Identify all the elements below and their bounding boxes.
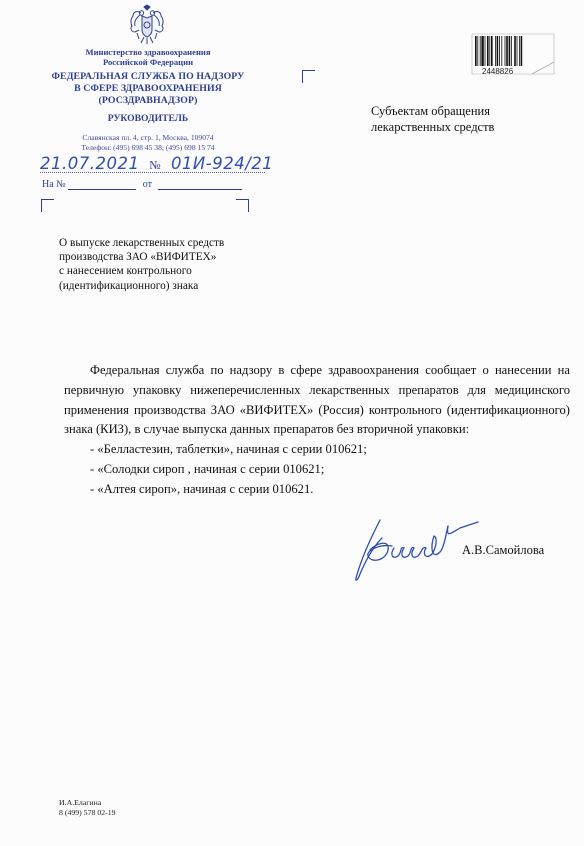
service-line: В СФЕРЕ ЗДРАВООХРАНЕНИЯ [74, 83, 222, 94]
handwritten-number: 01И-924/21 [170, 154, 274, 173]
subject-block [59, 236, 224, 293]
recipient-block [371, 103, 494, 135]
handwritten-signature [350, 508, 480, 586]
ministry-line: Российской Федерации [102, 57, 194, 67]
service-line: ФЕДЕРАЛЬНАЯ СЛУЖБА ПО НАДЗОРУ [51, 71, 245, 82]
executor-footer [59, 798, 116, 818]
ministry-name [20, 47, 276, 67]
barcode-number: 2448826 [482, 67, 514, 76]
service-name [20, 71, 276, 107]
role-title: РУКОВОДИТЕЛЬ [107, 113, 189, 124]
reference-number-label: На № [42, 179, 66, 190]
handwritten-date-number [40, 154, 280, 173]
list-item: - «Алтея сироп», начиная с серии 010621. [90, 481, 314, 496]
phone-line: Телефон: (495) 698 45 38; (495) 698 15 74 [81, 143, 215, 152]
list-item: - «Солодки сироп , начиная с серии 010621; [90, 461, 325, 476]
ministry-line: Министерство здравоохранения [85, 47, 211, 57]
reference-number-blank [68, 189, 136, 190]
corner-mark [236, 199, 249, 212]
subject-line: О выпуске лекарственных средств [59, 237, 225, 249]
signer-name: А.В.Самойлова [462, 543, 545, 557]
executor-name: И.А.Елагина [59, 798, 102, 807]
subject-line: производства ЗАО «ВИФИТЕХ» [59, 251, 217, 264]
corner-mark [41, 199, 54, 212]
reference-date-blank [158, 189, 242, 190]
date-number-line [40, 172, 265, 173]
list-item: - «Белластезин, таблетки», начиная с серии 010621; [90, 442, 367, 457]
service-line: (РОСЗДРАВНАДЗОР) [98, 95, 198, 106]
reference-date-label: от [142, 179, 152, 190]
letter-body [64, 361, 570, 500]
address-block [20, 133, 276, 153]
recipient-line: Субъектам обращения [371, 104, 490, 118]
subject-line: (идентификационного) знака [59, 279, 199, 292]
corner-mark [302, 70, 315, 83]
address-line: Славянская пл. 4, стр. 1, Москва, 109074 [82, 133, 214, 142]
barcode-icon [474, 36, 540, 66]
number-mark: № [149, 158, 162, 172]
reference-line [42, 179, 242, 190]
drug-list [64, 440, 570, 499]
executor-phone: 8 (499) 578 02-19 [59, 808, 116, 817]
subject-line: с нанесением контрольного [59, 265, 192, 278]
body-paragraph: Федеральная служба по надзору в сфере здравоохранения сообщает о нанесении на первичную упаковку нижеперечисленных лекарственных препаратов для медицинского применения производства ЗАО «ВИФИТЕХ» (Россия) контрольного (идентификационного) знака (КИЗ), в случае выпуска данных препаратов без вторичной упаковки: [64, 363, 570, 437]
recipient-line: лекарственных средств [371, 120, 495, 134]
coat-of-arms-emblem [127, 4, 167, 46]
handwritten-date: 21.07.2021 [40, 154, 140, 173]
